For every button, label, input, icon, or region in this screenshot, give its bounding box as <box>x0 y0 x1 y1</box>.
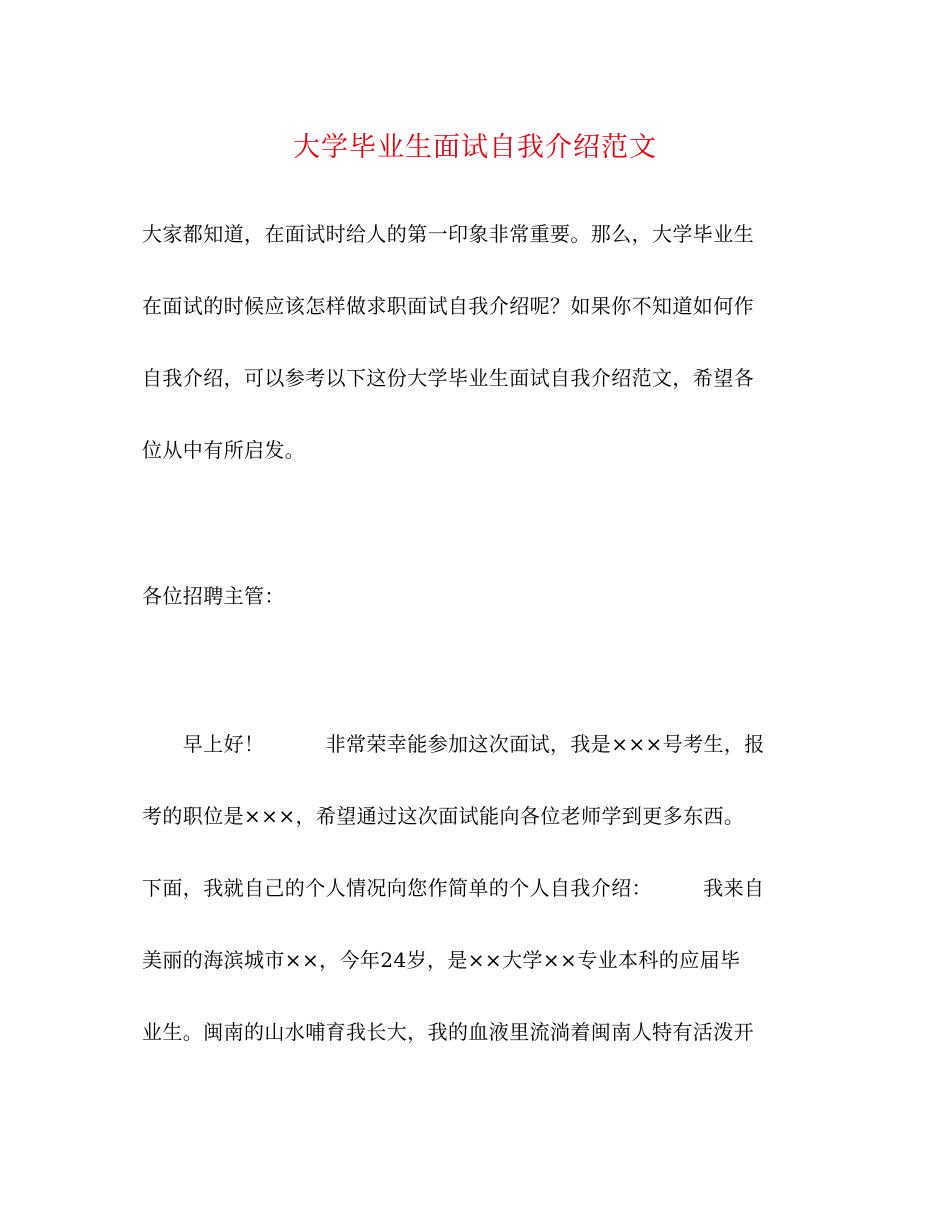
body-line-4: 美丽的海滨城市××，今年24岁，是××大学××专业本科的应届毕 <box>142 948 741 972</box>
body-line-5: 业生。闽南的山水哺育我长大，我的血液里流淌着闽南人特有活泼开 <box>142 1020 754 1044</box>
intro-line-4: 位从中有所启发。 <box>142 438 306 462</box>
document-title: 大学毕业生面试自我介绍范文 <box>293 132 657 163</box>
intro-line-2: 在面试的时候应该怎样做求职面试自我介绍呢？如果你不知道如何作 <box>142 294 754 318</box>
body-line-3: 下面，我就自己的个人情况向您作简单的个人自我介绍： 我来自 <box>142 876 765 900</box>
body-line-1: 早上好！ 非常荣幸能参加这次面试，我是×××号考生，报 <box>142 732 765 756</box>
body-line-2: 考的职位是×××，希望通过这次面试能向各位老师学到更多东西。 <box>142 804 745 828</box>
salutation: 各位招聘主管： <box>142 584 285 608</box>
intro-line-3: 自我介绍，可以参考以下这份大学毕业生面试自我介绍范文，希望各 <box>142 366 754 390</box>
intro-line-1: 大家都知道，在面试时给人的第一印象非常重要。那么，大学毕业生 <box>142 222 754 246</box>
